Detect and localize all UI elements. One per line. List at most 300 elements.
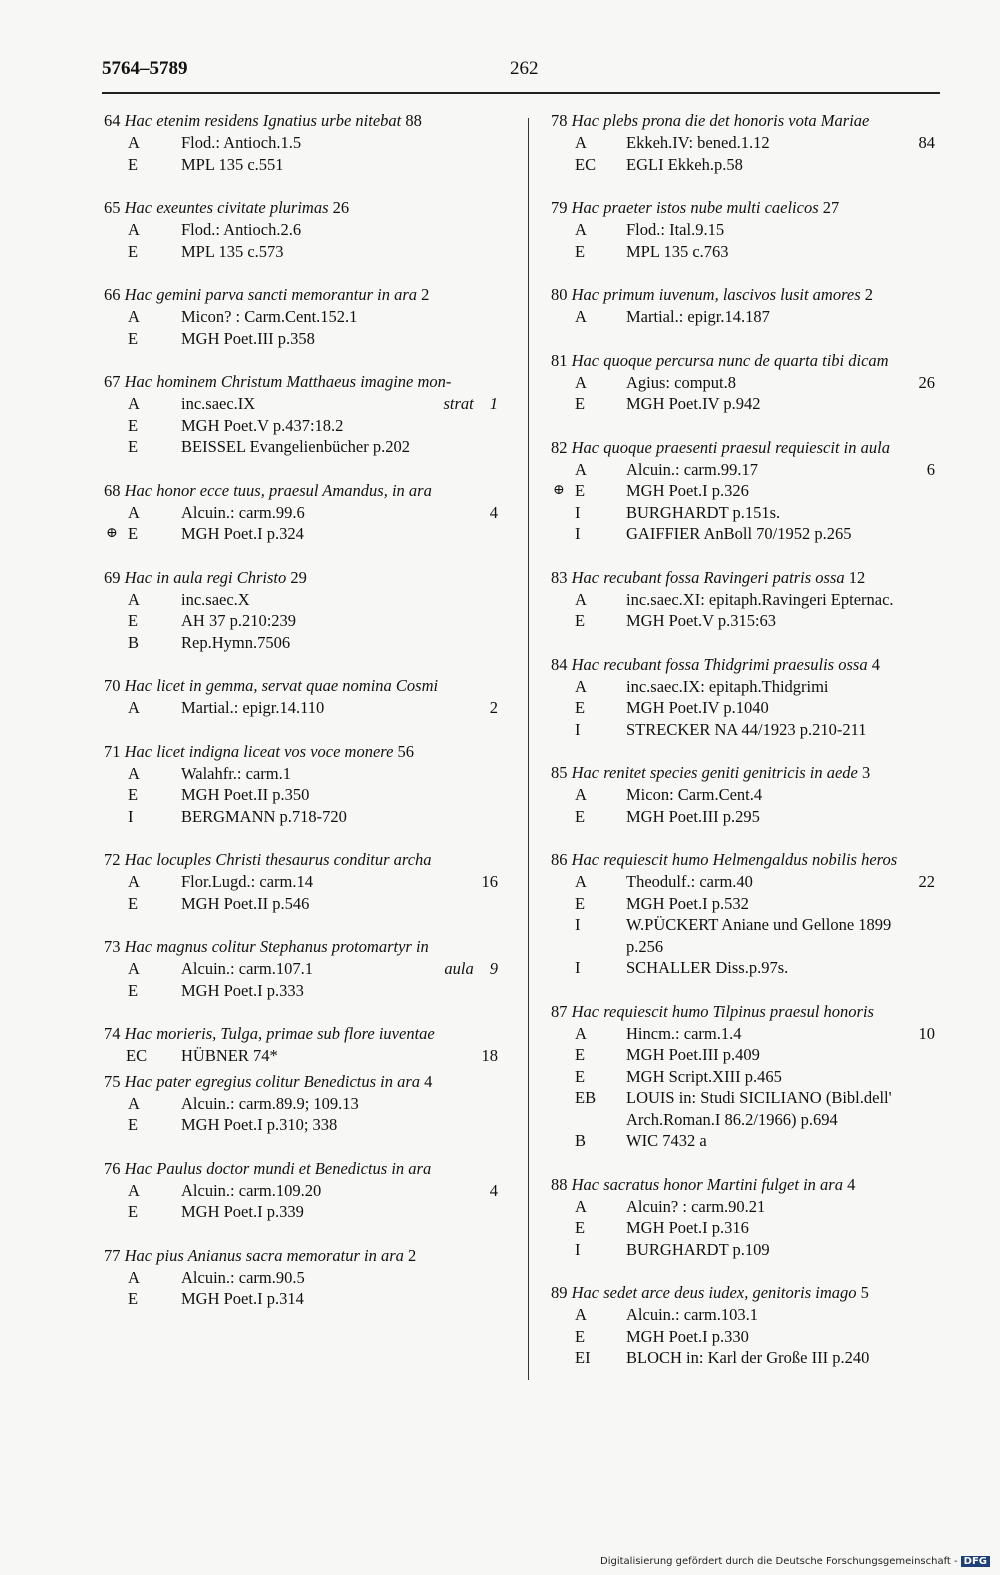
verse-count: 2 <box>408 1245 417 1265</box>
entry <box>551 350 941 415</box>
reference-type: E <box>575 1326 586 1346</box>
reference-source: Martial.: epigr.14.110 <box>181 698 325 717</box>
entry-number: 80 <box>551 285 568 304</box>
reference-source: MGH Poet.III p.358 <box>181 328 315 348</box>
incipit: Hac etenim residens Ignatius urbe nitebat <box>124 111 402 130</box>
reference-type: A <box>575 676 587 696</box>
entry <box>104 741 504 828</box>
verse-count: 4 <box>489 502 498 522</box>
verse-count: 56 <box>397 741 415 761</box>
reference-type: E <box>575 1218 586 1237</box>
entry-number: 75 <box>104 1071 121 1091</box>
reference-row <box>551 1217 941 1239</box>
reference-row <box>104 589 504 611</box>
reference-row <box>104 328 504 350</box>
reference-row <box>551 154 941 176</box>
verse-count: 1 <box>489 394 498 413</box>
reference-row <box>104 241 504 263</box>
reference-row <box>551 957 941 979</box>
entry-heading <box>551 1282 941 1304</box>
reference-row <box>551 1044 941 1066</box>
verse-count: 27 <box>822 198 840 217</box>
reference-type: E <box>128 1115 139 1134</box>
reference-row <box>551 806 941 828</box>
right-column <box>551 110 941 1369</box>
reference-type: A <box>575 1196 587 1216</box>
verse-count: 5 <box>860 1283 869 1302</box>
reference-type: I <box>575 958 581 977</box>
reference-row <box>551 1109 941 1131</box>
reference-row <box>104 871 504 893</box>
incipit: Hac magnus colitur Stephanus protomartyr in <box>124 937 429 956</box>
reference-type: A <box>575 133 587 152</box>
reference-type: E <box>575 394 586 413</box>
reference-source: MGH Poet.III p.295 <box>626 806 760 826</box>
entry-heading <box>551 350 941 372</box>
entry <box>104 1245 504 1310</box>
reference-source: Alcuin.: carm.99.17 <box>626 459 758 479</box>
reference-type: A <box>575 589 587 609</box>
entry-number: 77 <box>104 1245 121 1265</box>
reference-row <box>104 393 504 415</box>
reference-type: E <box>128 1202 139 1221</box>
reference-row <box>104 1201 504 1223</box>
reference-type: EI <box>575 1348 591 1367</box>
reference-source: Flor.Lugd.: carm.14 <box>181 872 313 891</box>
entry-heading <box>104 567 504 589</box>
reference-type: I <box>575 915 581 934</box>
verse-count: 6 <box>926 459 935 479</box>
reference-source: BURGHARDT p.109 <box>626 1239 770 1259</box>
reference-source: Alcuin.: carm.89.9; 109.13 <box>181 1093 359 1113</box>
reference-source: MGH Poet.IV p.1040 <box>626 698 769 717</box>
reference-type: A <box>128 133 140 152</box>
entry-number: 70 <box>104 676 121 695</box>
entry-number: 64 <box>104 111 121 130</box>
reference-type: E <box>575 481 586 500</box>
reference-type: E <box>128 524 139 543</box>
reference-row <box>104 132 504 154</box>
entry <box>551 1282 941 1369</box>
reference-row <box>551 589 941 611</box>
reference-type: A <box>575 872 587 891</box>
reference-source: Rep.Hymn.7506 <box>181 632 291 652</box>
incipit: Hac recubant fossa Thidgrimi praesulis ossa <box>571 654 868 674</box>
entry <box>551 1001 941 1152</box>
reference-row <box>551 936 941 958</box>
entry-heading <box>104 480 504 502</box>
reference-row <box>551 871 941 893</box>
entry <box>551 110 941 175</box>
entry <box>104 1158 504 1223</box>
reference-source: W.PÜCKERT Aniane und Gellone 1899 <box>626 915 892 934</box>
reference-row <box>551 1087 941 1109</box>
entry <box>551 849 941 979</box>
verse-count: 26 <box>332 198 350 217</box>
reference-type: A <box>575 220 587 239</box>
reference-source: Alcuin.: carm.109.20 <box>181 1180 322 1200</box>
verse-count: 12 <box>848 567 866 587</box>
entry <box>104 675 504 719</box>
incipit: Hac quoque percursa nunc de quarta tibi dicam <box>571 350 889 370</box>
reference-source: MPL 135 c.551 <box>181 154 284 174</box>
reference-source: Hincm.: carm.1.4 <box>626 1023 742 1043</box>
reference-source: Flod.: Ital.9.15 <box>626 220 725 239</box>
incipit: Hac Paulus doctor mundi et Benedictus in ara <box>124 1158 432 1178</box>
reference-row <box>104 610 504 632</box>
entry-number: 72 <box>104 850 121 869</box>
entry-number: 81 <box>551 350 568 370</box>
reference-source: MGH Poet.I p.314 <box>181 1289 304 1308</box>
reference-source: BERGMANN p.718-720 <box>181 806 347 826</box>
entry <box>551 197 941 262</box>
entry <box>104 480 504 545</box>
reference-row <box>104 1114 504 1136</box>
reference-type: E <box>128 785 139 804</box>
verse-count: 18 <box>481 1046 498 1065</box>
entry-heading <box>104 371 504 393</box>
reference-source: Micon? : Carm.Cent.152.1 <box>181 307 358 326</box>
reference-source: MGH Poet.V p.437:18.2 <box>181 415 344 435</box>
reference-row <box>551 219 941 241</box>
reference-source: STRECKER NA 44/1923 p.210-211 <box>626 719 867 739</box>
reference-type: E <box>128 893 139 913</box>
verse-count: 2 <box>421 285 430 304</box>
reference-row <box>104 1045 504 1067</box>
verse-count: 16 <box>481 872 498 891</box>
reference-source: MGH Poet.I p.532 <box>626 893 749 913</box>
incipit: Hac praeter istos nube multi caelicos <box>571 198 819 217</box>
incipit: Hac morieris, Tulga, primae sub flore iuventae <box>124 1024 435 1043</box>
incipit: Hac honor ecce tuus, praesul Amandus, in ara <box>124 480 432 500</box>
reference-source: MGH Poet.I p.310; 338 <box>181 1115 338 1134</box>
reference-type: A <box>128 1267 140 1287</box>
reference-row <box>551 523 941 545</box>
incipit: Hac sedet arce deus iudex, genitoris imago <box>571 1283 857 1302</box>
reference-source: Alcuin.: carm.99.6 <box>181 502 305 522</box>
reference-source: Agius: comput.8 <box>626 372 736 392</box>
incipit-continuation <box>443 393 498 415</box>
entry-heading <box>104 110 504 132</box>
entry-number: 82 <box>551 437 568 457</box>
reference-row <box>551 1347 941 1369</box>
reference-row <box>104 784 504 806</box>
entry-number: 69 <box>104 567 121 587</box>
reference-row <box>551 393 941 415</box>
reference-source: Ekkeh.IV: bened.1.12 <box>626 133 770 152</box>
reference-type: A <box>128 502 140 522</box>
reference-type: A <box>128 220 140 239</box>
reference-row <box>104 806 504 828</box>
reference-source: Flod.: Antioch.1.5 <box>181 133 302 152</box>
reference-source: Alcuin.: carm.107.1 <box>181 959 313 978</box>
reference-row <box>104 980 504 1002</box>
footer-text: Digitalisierung gefördert durch die Deutsche Forschungsgemeinschaft - <box>600 1556 958 1567</box>
reference-type: E <box>128 611 139 630</box>
entry-heading <box>104 675 504 697</box>
incipit: Hac plebs prona die det honoris vota Mariae <box>571 111 870 130</box>
verse-count: 4 <box>489 1180 498 1200</box>
reference-source: SCHALLER Diss.p.97s. <box>626 958 789 977</box>
incipit: Hac licet indigna liceat vos voce monere <box>124 741 394 761</box>
entry <box>104 110 504 175</box>
incipit: Hac requiescit humo Tilpinus praesul honoris <box>571 1001 874 1021</box>
verse-count: 9 <box>489 959 498 978</box>
reference-row <box>104 1267 504 1289</box>
reference-row <box>551 1130 941 1152</box>
reference-row <box>551 502 941 524</box>
entry <box>551 1174 941 1261</box>
incipit: Hac primum iuvenum, lascivos lusit amores <box>571 285 861 304</box>
reference-type: A <box>128 394 140 413</box>
reference-row <box>104 697 504 719</box>
reference-source: MPL 135 c.763 <box>626 241 729 261</box>
entry-heading <box>104 1071 504 1093</box>
entry-heading <box>551 849 941 871</box>
entry-heading <box>551 284 941 306</box>
reference-source: BEISSEL Evangelienbücher p.202 <box>181 437 410 456</box>
page-number: 262 <box>510 58 539 79</box>
reference-row <box>104 958 504 980</box>
entry <box>551 654 941 741</box>
funding-footer <box>600 1556 990 1567</box>
reference-type: E <box>128 1289 139 1308</box>
reference-type: EC <box>126 1046 148 1065</box>
reference-row <box>551 1239 941 1261</box>
left-column <box>104 110 504 1310</box>
reference-source: MGH Poet.I p.333 <box>181 980 304 1000</box>
entry <box>104 284 504 349</box>
reference-type: E <box>128 415 139 435</box>
entry <box>104 849 504 914</box>
reference-source: Martial.: epigr.14.187 <box>626 307 770 326</box>
reference-row <box>551 719 941 741</box>
reference-type: E <box>575 806 586 826</box>
reference-row <box>551 306 941 328</box>
incipit: Hac pius Anianus sacra memoratur in ara <box>124 1245 404 1265</box>
entry-number: 87 <box>551 1001 568 1021</box>
reference-source: inc.saec.IX: epitaph.Thidgrimi <box>626 676 829 696</box>
entry-heading <box>551 654 941 676</box>
reference-row <box>104 306 504 328</box>
reference-row <box>104 502 504 524</box>
entry-heading <box>551 567 941 589</box>
reference-source: Walahfr.: carm.1 <box>181 763 291 783</box>
reference-row <box>551 676 941 698</box>
reference-source: WIC 7432 a <box>626 1131 707 1150</box>
reference-row <box>104 219 504 241</box>
reference-row <box>551 1326 941 1348</box>
reference-source: Alcuin.: carm.90.5 <box>181 1267 305 1287</box>
verse-count: 2 <box>864 285 874 304</box>
entry-range: 5764–5789 <box>102 58 188 79</box>
reference-type: A <box>575 372 587 392</box>
entry-number: 68 <box>104 480 121 500</box>
entry <box>551 284 941 328</box>
reference-row <box>551 697 941 719</box>
reference-type: A <box>128 307 140 326</box>
entry-heading <box>551 1174 941 1196</box>
reference-source: MGH Poet.II p.546 <box>181 893 310 913</box>
entry <box>551 567 941 632</box>
verse-count: 26 <box>918 372 935 392</box>
page-header <box>102 56 940 94</box>
reference-row <box>104 154 504 176</box>
incipit-tail: aula <box>444 959 474 978</box>
reference-type: A <box>575 459 587 479</box>
reference-source: MGH Poet.IV p.942 <box>626 394 761 413</box>
entry-number: 66 <box>104 285 121 304</box>
reference-source: AH 37 p.210:239 <box>181 611 297 630</box>
entry-number: 67 <box>104 372 121 391</box>
incipit: Hac locuples Christi thesaurus conditur archa <box>124 850 432 869</box>
entry-number: 74 <box>104 1024 121 1043</box>
incipit-tail: strat <box>443 394 474 413</box>
entry-number: 89 <box>551 1283 568 1302</box>
reference-row <box>551 610 941 632</box>
entry <box>104 567 504 654</box>
reference-source: HÜBNER 74* <box>181 1046 278 1065</box>
reference-row <box>551 372 941 394</box>
entry-heading <box>551 197 941 219</box>
entry-heading <box>551 762 941 784</box>
reference-source: Theodulf.: carm.40 <box>626 872 753 891</box>
verse-count: 88 <box>405 111 422 130</box>
reference-source: MPL 135 c.573 <box>181 241 284 261</box>
incipit: Hac requiescit humo Helmengaldus nobilis heros <box>571 850 898 869</box>
reference-type: A <box>128 698 140 717</box>
reference-source: inc.saec.IX <box>181 394 256 413</box>
reference-type: E <box>128 328 139 348</box>
reference-row <box>551 784 941 806</box>
reference-source: MGH Poet.II p.350 <box>181 785 310 804</box>
reference-source: MGH Poet.I p.326 <box>626 481 749 500</box>
reference-row <box>104 1180 504 1202</box>
reference-row <box>104 523 504 545</box>
reference-type: E <box>575 1066 586 1086</box>
entry-number: 71 <box>104 741 121 761</box>
reference-type: B <box>575 1131 587 1150</box>
reference-type: E <box>575 241 586 261</box>
entry-heading <box>104 1023 504 1045</box>
incipit: Hac recubant fossa Ravingeri patris ossa <box>571 567 845 587</box>
incipit: Hac exeuntes civitate plurimas <box>124 198 329 217</box>
entry <box>104 936 504 1001</box>
reference-source: MGH Poet.V p.315:63 <box>626 611 777 630</box>
incipit: Hac licet in gemma, servat quae nomina Cosmi <box>124 676 439 695</box>
incipit: Hac pater egregius colitur Benedictus in ara <box>124 1071 421 1091</box>
edition-marker: ⊕ <box>553 483 565 498</box>
reference-source: Arch.Roman.I 86.2/1966) p.694 <box>626 1109 838 1129</box>
reference-type: E <box>575 611 586 630</box>
reference-type: I <box>575 719 581 739</box>
reference-type: E <box>128 437 139 456</box>
reference-row <box>104 1288 504 1310</box>
entry-number: 84 <box>551 654 568 674</box>
entry-heading <box>104 197 504 219</box>
verse-count: 29 <box>290 567 307 587</box>
reference-type: A <box>575 307 587 326</box>
incipit: Hac in aula regi Christo <box>124 567 287 587</box>
reference-type: E <box>128 154 139 174</box>
entry <box>104 1071 504 1136</box>
reference-row <box>551 1066 941 1088</box>
reference-type: I <box>575 524 581 543</box>
reference-type: A <box>575 785 587 804</box>
entry <box>104 1023 504 1067</box>
entry <box>104 197 504 262</box>
entry-heading <box>551 110 941 132</box>
incipit-continuation <box>444 958 498 980</box>
entry-number: 65 <box>104 198 121 217</box>
entry <box>104 371 504 458</box>
reference-row <box>551 480 941 502</box>
entry-number: 76 <box>104 1158 121 1178</box>
reference-source: EGLI Ekkeh.p.58 <box>626 154 743 174</box>
reference-source: MGH Poet.I p.316 <box>626 1218 749 1237</box>
reference-type: I <box>575 502 581 522</box>
reference-source: Flod.: Antioch.2.6 <box>181 220 302 239</box>
reference-type: A <box>128 1093 140 1113</box>
dfg-logo: DFG <box>961 1556 990 1567</box>
entry-heading <box>104 936 504 958</box>
reference-type: E <box>128 980 139 1000</box>
reference-source: Alcuin.: carm.103.1 <box>626 1305 758 1324</box>
reference-type: EC <box>575 154 597 174</box>
entry-number: 85 <box>551 763 568 782</box>
reference-type: I <box>128 806 134 826</box>
reference-source: MGH Poet.I p.339 <box>181 1202 304 1221</box>
reference-source: inc.saec.XI: epitaph.Ravingeri Epternac. <box>626 589 894 609</box>
entry-heading <box>104 741 504 763</box>
verse-count: 10 <box>918 1023 935 1043</box>
entry-heading <box>104 1158 504 1180</box>
entry <box>551 762 941 827</box>
incipit: Hac quoque praesenti praesul requiescit in aula <box>571 437 890 457</box>
reference-row <box>104 1093 504 1115</box>
reference-type: A <box>575 1305 587 1324</box>
entry-heading <box>551 437 941 459</box>
entry-number: 88 <box>551 1174 568 1194</box>
reference-row <box>551 1304 941 1326</box>
column-divider <box>528 118 529 1380</box>
entry-number: 78 <box>551 111 568 130</box>
reference-row <box>104 763 504 785</box>
verse-count: 22 <box>918 872 935 891</box>
entry-heading <box>104 1245 504 1267</box>
reference-row <box>104 632 504 654</box>
reference-row <box>104 893 504 915</box>
reference-row <box>104 415 504 437</box>
reference-row <box>551 893 941 915</box>
entry-heading <box>104 284 504 306</box>
reference-row <box>551 1196 941 1218</box>
verse-count: 4 <box>847 1174 856 1194</box>
reference-source: BURGHARDT p.151s. <box>626 502 781 522</box>
reference-source: LOUIS in: Studi SICILIANO (Bibl.dell' <box>626 1088 892 1107</box>
reference-source: Micon: Carm.Cent.4 <box>626 785 763 804</box>
reference-type: A <box>575 1023 587 1043</box>
reference-type: A <box>128 872 140 891</box>
entry-number: 83 <box>551 567 568 587</box>
verse-count: 4 <box>871 654 880 674</box>
reference-source: p.256 <box>626 936 664 956</box>
reference-type: A <box>128 589 140 609</box>
reference-row <box>551 459 941 481</box>
reference-source: MGH Script.XIII p.465 <box>626 1066 782 1086</box>
reference-type: EB <box>575 1088 597 1107</box>
reference-type: A <box>128 959 140 978</box>
